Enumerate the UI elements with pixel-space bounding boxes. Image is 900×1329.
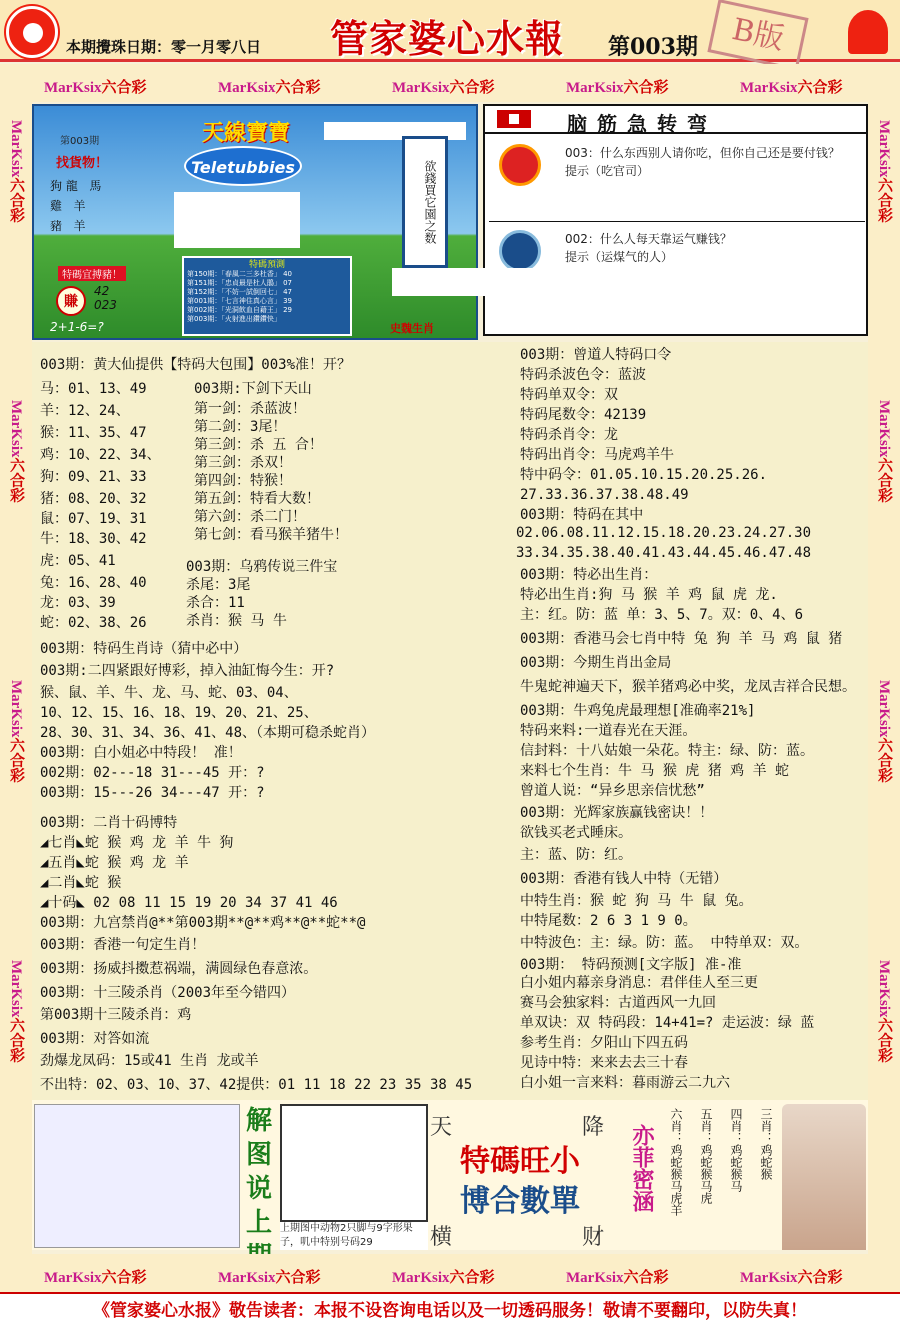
teletubbies-banner	[32, 104, 478, 340]
text-line: 中特尾数：2 6 3 1 9 0。	[520, 913, 697, 929]
text-line: 赛马会独家料：古道西风一九回	[520, 995, 716, 1011]
text-line: 信封料：十八姑娘一朵花。特主：绿、防：蓝。	[520, 743, 814, 759]
frame-top	[0, 64, 900, 102]
frame-bottom	[0, 1254, 900, 1292]
text-line: 28、30、31、34、36、41、48、（本期可稳杀蛇肖）	[40, 725, 376, 741]
text-line: 第六剑：杀二门！	[194, 509, 306, 525]
text-line: 特码来料:一道春光在天涯。	[520, 723, 697, 739]
hk-emblem-icon	[6, 6, 58, 58]
brand-tag: MarKsix六合彩	[8, 400, 24, 503]
text-line: 牛：18、30、42	[40, 531, 147, 547]
riddle-item: 002：什么人每天靠运气赚钱？ 提示（运煤气的人）	[489, 222, 865, 282]
text-line: 27.33.36.37.38.48.49	[520, 487, 689, 503]
text-line: 003期： 特码预测[文字版] 准-准	[520, 957, 742, 973]
issue-number: 第003期	[608, 34, 698, 60]
text-line: 猪：08、20、32	[40, 491, 147, 507]
text-line: 特中码令：01.05.10.15.20.25.26.	[520, 467, 768, 483]
text-line: 狗：09、21、33	[40, 469, 147, 485]
text-line: 003期：白小姐必中特段！ 准！	[40, 745, 242, 761]
text-line: 003期：香港有钱人中特（无错）	[520, 871, 728, 887]
text-line: 003期：黄大仙提供【特码大包围】003%准！开？	[40, 357, 351, 373]
text-line: ◢二肖◣蛇 猴	[40, 875, 122, 891]
text-line: 参考生肖：夕阳山下四五码	[520, 1035, 688, 1051]
brand-tag: MarKsix六合彩	[876, 120, 892, 223]
text-line: 003期：光辉家族赢钱密诀！！	[520, 805, 714, 821]
text-line: 第三剑：杀 五 合！	[194, 437, 323, 453]
text-line: 杀尾：3尾	[186, 577, 251, 593]
secret-title: 亦菲密涵	[629, 1124, 655, 1212]
text-line: 来料七个生肖：牛 马 猴 虎 猪 鸡 羊 蛇	[520, 763, 790, 779]
text-line: 特码杀波色令：蓝波	[520, 367, 646, 383]
brand-tag: MarKsix六合彩	[566, 1270, 669, 1286]
brand-tag: MarKsix六合彩	[876, 960, 892, 1063]
redacted-block	[392, 268, 862, 296]
text-line: 003期：乌鸦传说三件宝	[186, 559, 338, 575]
text-line: ◢七肖◣蛇 猴 鸡 龙 羊 牛 狗	[40, 835, 234, 851]
text-line: 003期：十三陵杀肖（2003年至今错四）	[40, 985, 296, 1001]
footer-notice: 《管家婆心水报》敬告读者：本报不设咨询电话以及一切透码服务！敬请不要翻印，以防失真！	[0, 1292, 900, 1329]
text-line: 龙：03、39	[40, 595, 116, 611]
corner-char: 财	[582, 1225, 605, 1250]
text-line: 第003期十三陵杀肖：鸡	[40, 1007, 192, 1023]
yin-yang-badge-icon	[499, 230, 541, 272]
text-line: 特码杀肖令：龙	[520, 427, 618, 443]
brand-tag: MarKsix六合彩	[44, 80, 147, 96]
portrait-photo	[782, 1104, 866, 1250]
corner-char: 横	[430, 1225, 453, 1250]
brand-tag: MarKsix六合彩	[218, 1270, 321, 1286]
text-line: 003期：扬威抖擞惹祸端，满圆绿色春意浓。	[40, 961, 318, 977]
pick-line: 三肖：鸡蛇猴	[759, 1108, 773, 1180]
text-line: 003期:二四紧跟好博彩，掉入油缸悔今生：开?	[40, 663, 335, 679]
text-line: 羊：12、24、	[40, 403, 130, 419]
brand-tag: MarKsix六合彩	[8, 960, 24, 1063]
text-line: 003期：九宫禁肖@**第003期**@**鸡**@**蛇**@	[40, 915, 366, 931]
pick-line: 六肖：鸡蛇猴马虎羊	[669, 1108, 683, 1216]
text-line: 虎：05、41	[40, 553, 116, 569]
solve-label: 解图说上	[246, 1106, 273, 1238]
banner-code: 42 023	[94, 284, 117, 312]
text-line: 蛇：02、38、26	[40, 615, 147, 631]
brand-tag: MarKsix六合彩	[8, 680, 24, 783]
text-line: 002期：02---18 31---45 开：?	[40, 765, 265, 781]
text-line: 003期：特码生肖诗（猜中必中）	[40, 641, 248, 657]
text-line: 见诗中特：来来去去三十春	[520, 1055, 688, 1071]
text-line: 第五剑：特看大数！	[194, 491, 320, 507]
teletubbies-logo: Teletubbies	[184, 146, 302, 186]
text-line: 牛鬼蛇神遍天下，猴羊猪鸡必中奖，龙凤吉祥合民想。	[520, 679, 856, 695]
cross-icon	[497, 110, 531, 128]
banner-issue: 第003期	[60, 136, 100, 147]
promo-line-1: 特碼旺小	[460, 1144, 580, 1179]
frame-left	[0, 100, 32, 1256]
draw-date: 本期攪珠日期：零一月零八日	[66, 38, 262, 56]
banner-scroll: 欲錢買它園之数	[402, 136, 448, 268]
brand-tag: MarKsix六合彩	[8, 120, 24, 223]
pick-line: 五肖：鸡蛇猴马虎	[699, 1108, 713, 1204]
text-line: 003期：15---26 34---47 开：?	[40, 785, 265, 801]
swastika-badge-icon	[499, 144, 541, 186]
text-line: 003期：香港一句定生肖！	[40, 937, 206, 953]
text-line: 003期：曾道人特码口令	[520, 347, 672, 363]
text-line: 第四剑：特猴！	[194, 473, 292, 489]
text-line: 第二剑：3尾！	[194, 419, 287, 435]
text-line: 马：01、13、49	[40, 381, 147, 397]
riddle-title: 脑筋急转弯	[567, 112, 717, 136]
text-line: 第七剑：看马猴羊猪牛！	[194, 527, 348, 543]
promo-block	[430, 1110, 610, 1248]
brand-tag: MarKsix六合彩	[44, 1270, 147, 1286]
text-line: 特码单双令：双	[520, 387, 618, 403]
text-line: 曾道人说：“异乡思亲信忧愁”	[520, 783, 705, 799]
text-line: 003期：今期生肖出金局	[520, 655, 672, 671]
corner-char: 天	[430, 1115, 453, 1140]
text-line: 003期：特码在其中	[520, 507, 644, 523]
pick-line: 四肖：鸡蛇猴马	[729, 1108, 743, 1192]
riddle-item: 003：什么东西别人请你吃，但你自己还是要付钱？ 提示（吃官司）	[489, 136, 865, 222]
text-line: 不出特：02、03、10、37、42提供：01 11 18 22 23 35 38 45	[40, 1077, 473, 1093]
corner-char: 降	[582, 1115, 605, 1140]
text-line: 单双诀：双 特码段：14+41=? 走运波：绿 蓝	[520, 1015, 815, 1031]
paper-title: 管家婆心水報	[330, 16, 565, 61]
bird-illustration	[280, 1104, 428, 1222]
text-line: 003期：香港马会七肖中特 兔 狗 羊 马 鸡 鼠 猪	[520, 631, 843, 647]
banner-formula: 2+1-6=?	[50, 320, 104, 334]
text-line: 欲钱买老式睡床。	[520, 825, 632, 841]
text-line: 003期：对答如流	[40, 1031, 150, 1047]
text-line: 特码出肖令：马虎鸡羊牛	[520, 447, 674, 463]
text-line: 第三剑：杀双！	[194, 455, 292, 471]
text-line: 主：红。防：蓝 单：3、5、7。双：0、4、6	[520, 607, 803, 623]
text-line: 白小姐内幕亲身消息：君伴佳人至三更	[520, 975, 758, 991]
brand-tag: MarKsix六合彩	[740, 80, 843, 96]
edition-stamp: B版	[707, 0, 808, 71]
banner-animals: 狗 龍 馬 雞 羊 豬 羊	[50, 179, 102, 233]
brand-tag: MarKsix六合彩	[876, 680, 892, 783]
cartoon-illustration	[34, 1104, 240, 1248]
text-line: 白小姐一言来料：暮雨游云二九六	[520, 1075, 730, 1091]
text-line: 33.34.35.38.40.41.43.44.45.46.47.48	[516, 545, 812, 561]
text-line: 003期：二肖十码博特	[40, 815, 178, 831]
text-line: 特码尾数令：42139	[520, 407, 647, 423]
frame-right	[868, 100, 900, 1256]
text-line: 杀合：11	[186, 595, 245, 611]
redacted-block	[174, 192, 300, 248]
text-line: 中特生肖：猴 蛇 狗 马 牛 鼠 兔。	[520, 893, 753, 909]
promo-line-2: 博合數單	[460, 1184, 580, 1219]
text-line: 10、12、15、16、18、19、20、21、25、	[40, 705, 318, 721]
zodiac-picks	[660, 1108, 780, 1248]
text-line: 劲爆龙凤码：15或41 生肖 龙或羊	[40, 1053, 259, 1069]
banner-stamp: 史魏生肖	[390, 322, 434, 335]
riddle-panel	[483, 104, 868, 336]
text-line: 鼠：07、19、31	[40, 511, 147, 527]
brand-tag: MarKsix六合彩	[392, 80, 495, 96]
brand-tag: MarKsix六合彩	[566, 80, 669, 96]
text-line: 中特波色：主：绿。防：蓝。 中特单双：双。	[520, 935, 809, 951]
brand-tag: MarKsix六合彩	[876, 400, 892, 503]
text-line: ◢十码◣ 02 08 11 15 19 20 34 37 41 46	[40, 895, 338, 911]
riddle-header	[485, 106, 866, 134]
text-line: 鸡：10、22、34、	[40, 447, 161, 463]
text-line: ◢五肖◣蛇 猴 鸡 龙 羊	[40, 855, 189, 871]
text-line: 003期：牛鸡兔虎最理想[准确率21%]	[520, 703, 756, 719]
text-line: 主：蓝、防：红。	[520, 847, 632, 863]
text-line: 兔：16、28、40	[40, 575, 147, 591]
last-issue-caption: 上期图中动物2只脚与9字形果子，叽中特别号码29	[280, 1222, 428, 1250]
banner-table: 特碼預測 第150期：「春風二三多杜香」 40 第151期：「忠貞最是杜人鵑」 07 第152期：「不妨一試倒回七」 47 第001期：「七言神住真心言」 39 第002期：「光洞飲血自藉王」 29 第003期：「火射進出鑽鑽快」	[182, 256, 352, 336]
banner-title: 天線寶寶	[202, 121, 291, 146]
text-line: 猴：11、35、47	[40, 425, 147, 441]
brand-tag: MarKsix六合彩	[740, 1270, 843, 1286]
text-line: 特必出生肖:狗 马 猴 羊 鸡 鼠 虎 龙.	[520, 587, 778, 603]
banner-head: 找貨物！	[56, 156, 109, 171]
text-line: 003期：特必出生肖：	[520, 567, 658, 583]
brand-tag: MarKsix六合彩	[392, 1270, 495, 1286]
text-line: 第一剑：杀蓝波！	[194, 401, 306, 417]
bauhinia-icon	[848, 10, 888, 54]
text-line: 003期:下剑下天山	[194, 381, 312, 397]
text-line: 杀肖：猴 马 牛	[186, 613, 287, 629]
text-line: 02.06.08.11.12.15.18.20.23.24.27.30	[516, 525, 812, 541]
text-line: 猴、鼠、羊、牛、龙、马、蛇、03、04、	[40, 685, 298, 701]
header	[0, 0, 900, 62]
brand-tag: MarKsix六合彩	[218, 80, 321, 96]
banner-subtitle: 特碼宜搏豬！	[58, 266, 126, 281]
earn-badge: 賺	[56, 286, 86, 316]
